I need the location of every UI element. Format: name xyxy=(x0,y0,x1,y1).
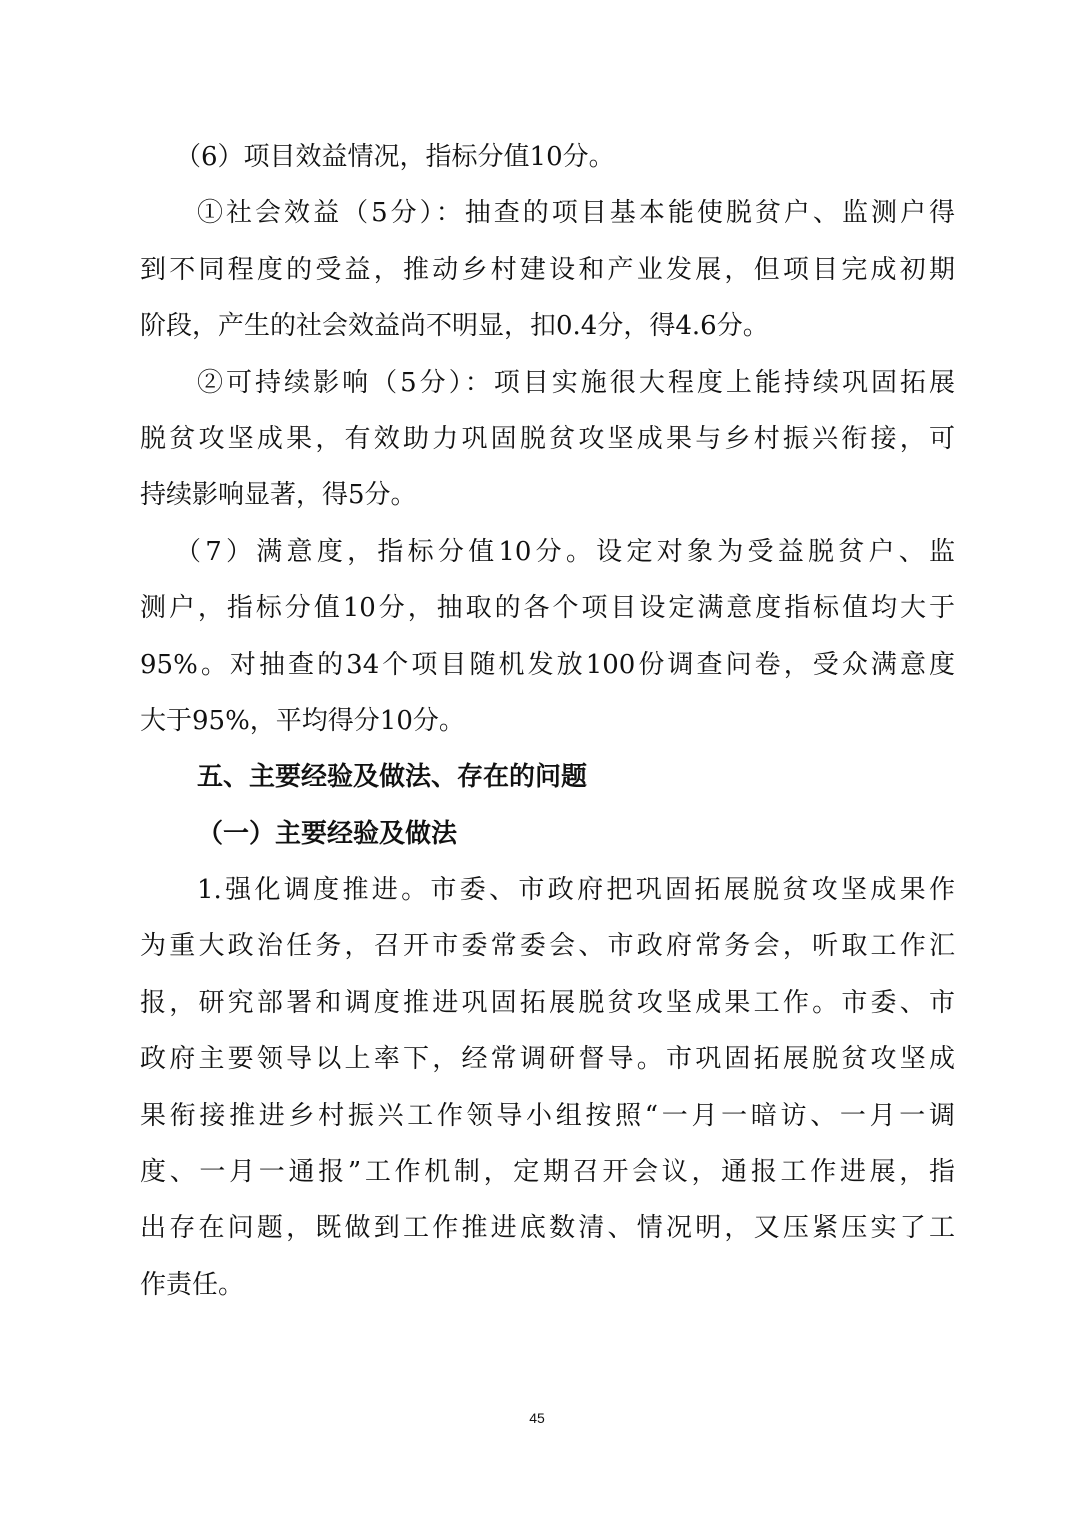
document-body xyxy=(140,129,955,1313)
text-line: ②可持续影响（5分）：项目实施很大程度上能持续巩固拓展 xyxy=(197,367,955,398)
text-line: 度、一月一通报”工作机制，定期召开会议，通报工作进展，指 xyxy=(140,1157,955,1188)
section-heading xyxy=(140,749,955,805)
page-number: 45 xyxy=(529,1410,545,1426)
text-line: 为重大政治任务，召开市委常委会、市政府常务会，听取工作汇 xyxy=(140,931,955,962)
paragraph xyxy=(140,129,955,185)
text-line: 95%。对抽查的34个项目随机发放100份调查问卷，受众满意度 xyxy=(140,649,955,680)
text-line: 果衔接推进乡村振兴工作领导小组按照“一月一暗访、一月一调 xyxy=(140,1100,955,1131)
text-line: 报，研究部署和调度推进巩固拓展脱贫攻坚成果工作。市委、市 xyxy=(140,987,955,1018)
text-line: （6）项目效益情况，指标分值10分。 xyxy=(175,142,615,172)
paragraph xyxy=(140,524,955,750)
paragraph xyxy=(140,862,955,1313)
text-line: 五、主要经验及做法、存在的问题 xyxy=(197,762,588,793)
text-line: 出存在问题，既做到工作推进底数清、情况明，又压紧压实了工 xyxy=(140,1213,955,1244)
text-line: 作责任。 xyxy=(140,1269,245,1300)
text-line: （7）满意度，指标分值10分。设定对象为受益脱贫户、监 xyxy=(175,536,955,567)
text-line: 持续影响显著，得5分。 xyxy=(140,480,417,511)
text-line: ①社会效益（5分）：抽查的项目基本能使脱贫户、监测户得 xyxy=(197,198,955,229)
text-line: 大于95%，平均得分10分。 xyxy=(140,705,465,736)
paragraph xyxy=(140,185,955,354)
section-heading xyxy=(140,806,955,862)
text-line: 阶段，产生的社会效益尚不明显，扣0.4分，得4.6分。 xyxy=(140,311,769,342)
text-line: 1.强化调度推进。市委、市政府把巩固拓展脱贫攻坚成果作 xyxy=(197,875,955,906)
text-line: 政府主要领导以上率下，经常调研督导。市巩固拓展脱贫攻坚成 xyxy=(140,1044,955,1075)
paragraph xyxy=(140,355,955,524)
text-line: 到不同程度的受益，推动乡村建设和产业发展，但项目完成初期 xyxy=(140,254,955,285)
text-line: 脱贫攻坚成果，有效助力巩固脱贫攻坚成果与乡村振兴衔接，可 xyxy=(140,423,955,454)
text-line: （一）主要经验及做法 xyxy=(197,818,458,849)
text-line: 测户，指标分值10分，抽取的各个项目设定满意度指标值均大于 xyxy=(140,593,955,624)
